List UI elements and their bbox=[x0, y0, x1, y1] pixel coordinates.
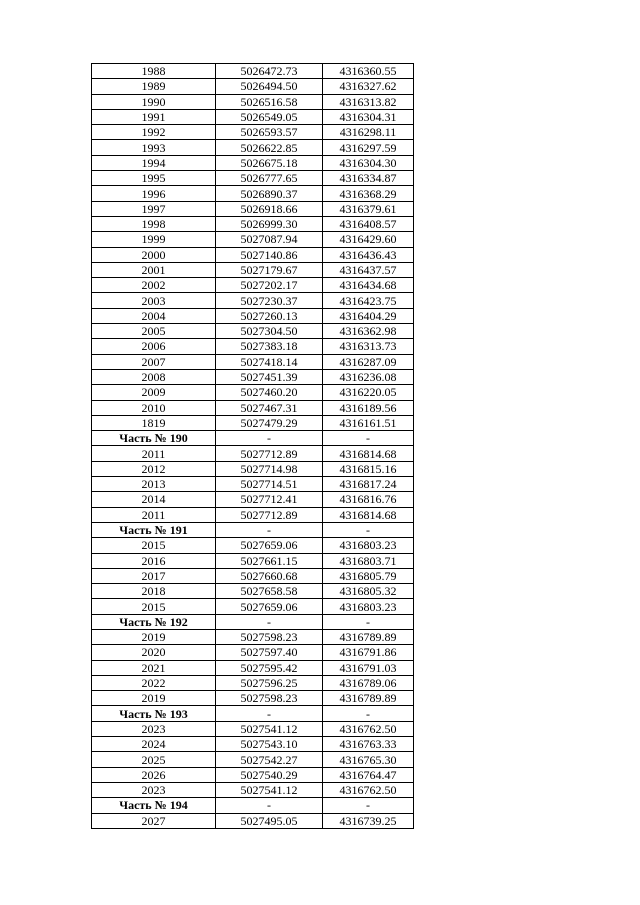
y-coordinate-cell: - bbox=[323, 706, 414, 721]
point-cell: 2021 bbox=[92, 660, 216, 675]
point-cell: 1989 bbox=[92, 79, 216, 94]
point-cell: 1988 bbox=[92, 64, 216, 79]
table-section-row bbox=[92, 431, 414, 446]
x-coordinate-cell: 5027087.94 bbox=[216, 232, 323, 247]
table-row bbox=[92, 599, 414, 614]
point-cell: 2008 bbox=[92, 369, 216, 384]
point-cell: 1990 bbox=[92, 94, 216, 109]
point-cell: 2015 bbox=[92, 538, 216, 553]
x-coordinate-cell: 5027595.42 bbox=[216, 660, 323, 675]
y-coordinate-cell: 4316739.25 bbox=[323, 813, 414, 828]
table-row bbox=[92, 339, 414, 354]
table-row bbox=[92, 645, 414, 660]
point-cell: 2010 bbox=[92, 400, 216, 415]
table-row bbox=[92, 247, 414, 262]
point-cell: Часть № 194 bbox=[92, 798, 216, 813]
y-coordinate-cell: 4316789.06 bbox=[323, 675, 414, 690]
point-cell: 2011 bbox=[92, 446, 216, 461]
x-coordinate-cell: 5027479.29 bbox=[216, 415, 323, 430]
y-coordinate-cell: 4316762.50 bbox=[323, 721, 414, 736]
y-coordinate-cell: 4316360.55 bbox=[323, 64, 414, 79]
point-cell: 2027 bbox=[92, 813, 216, 828]
y-coordinate-cell: 4316791.86 bbox=[323, 645, 414, 660]
x-coordinate-cell: 5026777.65 bbox=[216, 171, 323, 186]
y-coordinate-cell: 4316304.30 bbox=[323, 155, 414, 170]
y-coordinate-cell: 4316803.71 bbox=[323, 553, 414, 568]
point-cell: Часть № 191 bbox=[92, 522, 216, 537]
table-row bbox=[92, 538, 414, 553]
y-coordinate-cell: 4316313.73 bbox=[323, 339, 414, 354]
y-coordinate-cell: 4316368.29 bbox=[323, 186, 414, 201]
point-cell: 2000 bbox=[92, 247, 216, 262]
y-coordinate-cell: 4316765.30 bbox=[323, 752, 414, 767]
x-coordinate-cell: 5026494.50 bbox=[216, 79, 323, 94]
point-cell: 2009 bbox=[92, 385, 216, 400]
table-row bbox=[92, 262, 414, 277]
y-coordinate-cell: 4316817.24 bbox=[323, 477, 414, 492]
x-coordinate-cell: 5027495.05 bbox=[216, 813, 323, 828]
table-row bbox=[92, 79, 414, 94]
x-coordinate-cell: 5027542.27 bbox=[216, 752, 323, 767]
table-row bbox=[92, 721, 414, 736]
point-cell: 2001 bbox=[92, 262, 216, 277]
table-row bbox=[92, 813, 414, 828]
x-coordinate-cell: 5027383.18 bbox=[216, 339, 323, 354]
point-cell: 2004 bbox=[92, 308, 216, 323]
table-row bbox=[92, 293, 414, 308]
point-cell: 2022 bbox=[92, 675, 216, 690]
x-coordinate-cell: 5027661.15 bbox=[216, 553, 323, 568]
x-coordinate-cell: 5026918.66 bbox=[216, 201, 323, 216]
x-coordinate-cell: 5027467.31 bbox=[216, 400, 323, 415]
table-row bbox=[92, 584, 414, 599]
y-coordinate-cell: - bbox=[323, 431, 414, 446]
point-cell: 2002 bbox=[92, 278, 216, 293]
y-coordinate-cell: 4316803.23 bbox=[323, 599, 414, 614]
x-coordinate-cell: 5027260.13 bbox=[216, 308, 323, 323]
y-coordinate-cell: 4316789.89 bbox=[323, 691, 414, 706]
table-row bbox=[92, 354, 414, 369]
y-coordinate-cell: 4316423.75 bbox=[323, 293, 414, 308]
x-coordinate-cell: - bbox=[216, 706, 323, 721]
y-coordinate-cell: 4316236.08 bbox=[323, 369, 414, 384]
table-section-row bbox=[92, 522, 414, 537]
x-coordinate-cell: 5027714.98 bbox=[216, 461, 323, 476]
point-cell: 2014 bbox=[92, 492, 216, 507]
y-coordinate-cell: 4316816.76 bbox=[323, 492, 414, 507]
x-coordinate-cell: 5027660.68 bbox=[216, 568, 323, 583]
x-coordinate-cell: 5027712.89 bbox=[216, 446, 323, 461]
table-row bbox=[92, 568, 414, 583]
y-coordinate-cell: - bbox=[323, 614, 414, 629]
y-coordinate-cell: 4316803.23 bbox=[323, 538, 414, 553]
point-cell: 2006 bbox=[92, 339, 216, 354]
point-cell: 2025 bbox=[92, 752, 216, 767]
table-section-row bbox=[92, 706, 414, 721]
point-cell: 1997 bbox=[92, 201, 216, 216]
x-coordinate-cell: 5027597.40 bbox=[216, 645, 323, 660]
y-coordinate-cell: 4316815.16 bbox=[323, 461, 414, 476]
x-coordinate-cell: 5026622.85 bbox=[216, 140, 323, 155]
y-coordinate-cell: 4316327.62 bbox=[323, 79, 414, 94]
table-row bbox=[92, 308, 414, 323]
x-coordinate-cell: 5027543.10 bbox=[216, 737, 323, 752]
y-coordinate-cell: 4316287.09 bbox=[323, 354, 414, 369]
table-row bbox=[92, 752, 414, 767]
table-row bbox=[92, 660, 414, 675]
x-coordinate-cell: 5026593.57 bbox=[216, 125, 323, 140]
point-cell: 2013 bbox=[92, 477, 216, 492]
x-coordinate-cell: 5027140.86 bbox=[216, 247, 323, 262]
point-cell: 1999 bbox=[92, 232, 216, 247]
x-coordinate-cell: 5026549.05 bbox=[216, 109, 323, 124]
y-coordinate-cell: 4316408.57 bbox=[323, 216, 414, 231]
point-cell: 2012 bbox=[92, 461, 216, 476]
point-cell: Часть № 193 bbox=[92, 706, 216, 721]
table-row bbox=[92, 492, 414, 507]
coordinates-table-body bbox=[92, 64, 414, 829]
point-cell: 2018 bbox=[92, 584, 216, 599]
table-row bbox=[92, 629, 414, 644]
table-row bbox=[92, 385, 414, 400]
point-cell: 2023 bbox=[92, 782, 216, 797]
y-coordinate-cell: 4316220.05 bbox=[323, 385, 414, 400]
table-row bbox=[92, 201, 414, 216]
table-row bbox=[92, 675, 414, 690]
x-coordinate-cell: 5026999.30 bbox=[216, 216, 323, 231]
point-cell: 2023 bbox=[92, 721, 216, 736]
y-coordinate-cell: 4316805.79 bbox=[323, 568, 414, 583]
point-cell: 1996 bbox=[92, 186, 216, 201]
y-coordinate-cell: 4316762.50 bbox=[323, 782, 414, 797]
point-cell: 2003 bbox=[92, 293, 216, 308]
y-coordinate-cell: 4316304.31 bbox=[323, 109, 414, 124]
x-coordinate-cell: 5027541.12 bbox=[216, 782, 323, 797]
table-row bbox=[92, 64, 414, 79]
y-coordinate-cell: 4316437.57 bbox=[323, 262, 414, 277]
point-cell: 1998 bbox=[92, 216, 216, 231]
y-coordinate-cell: 4316789.89 bbox=[323, 629, 414, 644]
y-coordinate-cell: 4316362.98 bbox=[323, 324, 414, 339]
point-cell: 1995 bbox=[92, 171, 216, 186]
table-row bbox=[92, 446, 414, 461]
x-coordinate-cell: - bbox=[216, 431, 323, 446]
y-coordinate-cell: 4316814.68 bbox=[323, 507, 414, 522]
y-coordinate-cell: 4316334.87 bbox=[323, 171, 414, 186]
y-coordinate-cell: 4316763.33 bbox=[323, 737, 414, 752]
y-coordinate-cell: 4316379.61 bbox=[323, 201, 414, 216]
x-coordinate-cell: 5027659.06 bbox=[216, 599, 323, 614]
y-coordinate-cell: 4316298.11 bbox=[323, 125, 414, 140]
point-cell: 2015 bbox=[92, 599, 216, 614]
point-cell: 2017 bbox=[92, 568, 216, 583]
point-cell: 2019 bbox=[92, 629, 216, 644]
table-row bbox=[92, 400, 414, 415]
point-cell: Часть № 190 bbox=[92, 431, 216, 446]
y-coordinate-cell: 4316814.68 bbox=[323, 446, 414, 461]
table-row bbox=[92, 186, 414, 201]
x-coordinate-cell: 5026890.37 bbox=[216, 186, 323, 201]
table-row bbox=[92, 324, 414, 339]
x-coordinate-cell: 5027658.58 bbox=[216, 584, 323, 599]
point-cell: 1992 bbox=[92, 125, 216, 140]
x-coordinate-cell: 5027418.14 bbox=[216, 354, 323, 369]
table-row bbox=[92, 477, 414, 492]
point-cell: 2026 bbox=[92, 767, 216, 782]
y-coordinate-cell: 4316434.68 bbox=[323, 278, 414, 293]
point-cell: 1819 bbox=[92, 415, 216, 430]
x-coordinate-cell: 5027540.29 bbox=[216, 767, 323, 782]
point-cell: 2007 bbox=[92, 354, 216, 369]
point-cell: 1994 bbox=[92, 155, 216, 170]
table-row bbox=[92, 278, 414, 293]
y-coordinate-cell: 4316764.47 bbox=[323, 767, 414, 782]
point-cell: 1993 bbox=[92, 140, 216, 155]
point-cell: 2005 bbox=[92, 324, 216, 339]
table-row bbox=[92, 232, 414, 247]
table-section-row bbox=[92, 614, 414, 629]
x-coordinate-cell: 5027230.37 bbox=[216, 293, 323, 308]
x-coordinate-cell: 5027202.17 bbox=[216, 278, 323, 293]
y-coordinate-cell: 4316436.43 bbox=[323, 247, 414, 262]
x-coordinate-cell: 5027712.41 bbox=[216, 492, 323, 507]
x-coordinate-cell: 5026472.73 bbox=[216, 64, 323, 79]
x-coordinate-cell: 5026516.58 bbox=[216, 94, 323, 109]
table-row bbox=[92, 767, 414, 782]
x-coordinate-cell: 5027541.12 bbox=[216, 721, 323, 736]
coordinates-table bbox=[91, 63, 414, 829]
x-coordinate-cell: - bbox=[216, 798, 323, 813]
point-cell: 2019 bbox=[92, 691, 216, 706]
x-coordinate-cell: 5026675.18 bbox=[216, 155, 323, 170]
table-row bbox=[92, 737, 414, 752]
table-row bbox=[92, 94, 414, 109]
x-coordinate-cell: 5027598.23 bbox=[216, 629, 323, 644]
x-coordinate-cell: 5027596.25 bbox=[216, 675, 323, 690]
table-row bbox=[92, 415, 414, 430]
table-row bbox=[92, 140, 414, 155]
y-coordinate-cell: 4316791.03 bbox=[323, 660, 414, 675]
point-cell: 2024 bbox=[92, 737, 216, 752]
x-coordinate-cell: - bbox=[216, 522, 323, 537]
y-coordinate-cell: 4316313.82 bbox=[323, 94, 414, 109]
x-coordinate-cell: 5027712.89 bbox=[216, 507, 323, 522]
x-coordinate-cell: - bbox=[216, 614, 323, 629]
table-row bbox=[92, 691, 414, 706]
table-row bbox=[92, 155, 414, 170]
x-coordinate-cell: 5027179.67 bbox=[216, 262, 323, 277]
table-row bbox=[92, 369, 414, 384]
table-row bbox=[92, 507, 414, 522]
x-coordinate-cell: 5027460.20 bbox=[216, 385, 323, 400]
point-cell: 2020 bbox=[92, 645, 216, 660]
point-cell: Часть № 192 bbox=[92, 614, 216, 629]
y-coordinate-cell: 4316297.59 bbox=[323, 140, 414, 155]
y-coordinate-cell: 4316161.51 bbox=[323, 415, 414, 430]
point-cell: 2016 bbox=[92, 553, 216, 568]
x-coordinate-cell: 5027304.50 bbox=[216, 324, 323, 339]
y-coordinate-cell: 4316404.29 bbox=[323, 308, 414, 323]
point-cell: 2011 bbox=[92, 507, 216, 522]
y-coordinate-cell: 4316805.32 bbox=[323, 584, 414, 599]
table-row bbox=[92, 109, 414, 124]
y-coordinate-cell: 4316189.56 bbox=[323, 400, 414, 415]
y-coordinate-cell: - bbox=[323, 798, 414, 813]
x-coordinate-cell: 5027451.39 bbox=[216, 369, 323, 384]
table-row bbox=[92, 125, 414, 140]
table-row bbox=[92, 216, 414, 231]
x-coordinate-cell: 5027714.51 bbox=[216, 477, 323, 492]
table-section-row bbox=[92, 798, 414, 813]
x-coordinate-cell: 5027598.23 bbox=[216, 691, 323, 706]
table-row bbox=[92, 782, 414, 797]
x-coordinate-cell: 5027659.06 bbox=[216, 538, 323, 553]
table-row bbox=[92, 171, 414, 186]
table-row bbox=[92, 461, 414, 476]
table-row bbox=[92, 553, 414, 568]
y-coordinate-cell: 4316429.60 bbox=[323, 232, 414, 247]
y-coordinate-cell: - bbox=[323, 522, 414, 537]
point-cell: 1991 bbox=[92, 109, 216, 124]
